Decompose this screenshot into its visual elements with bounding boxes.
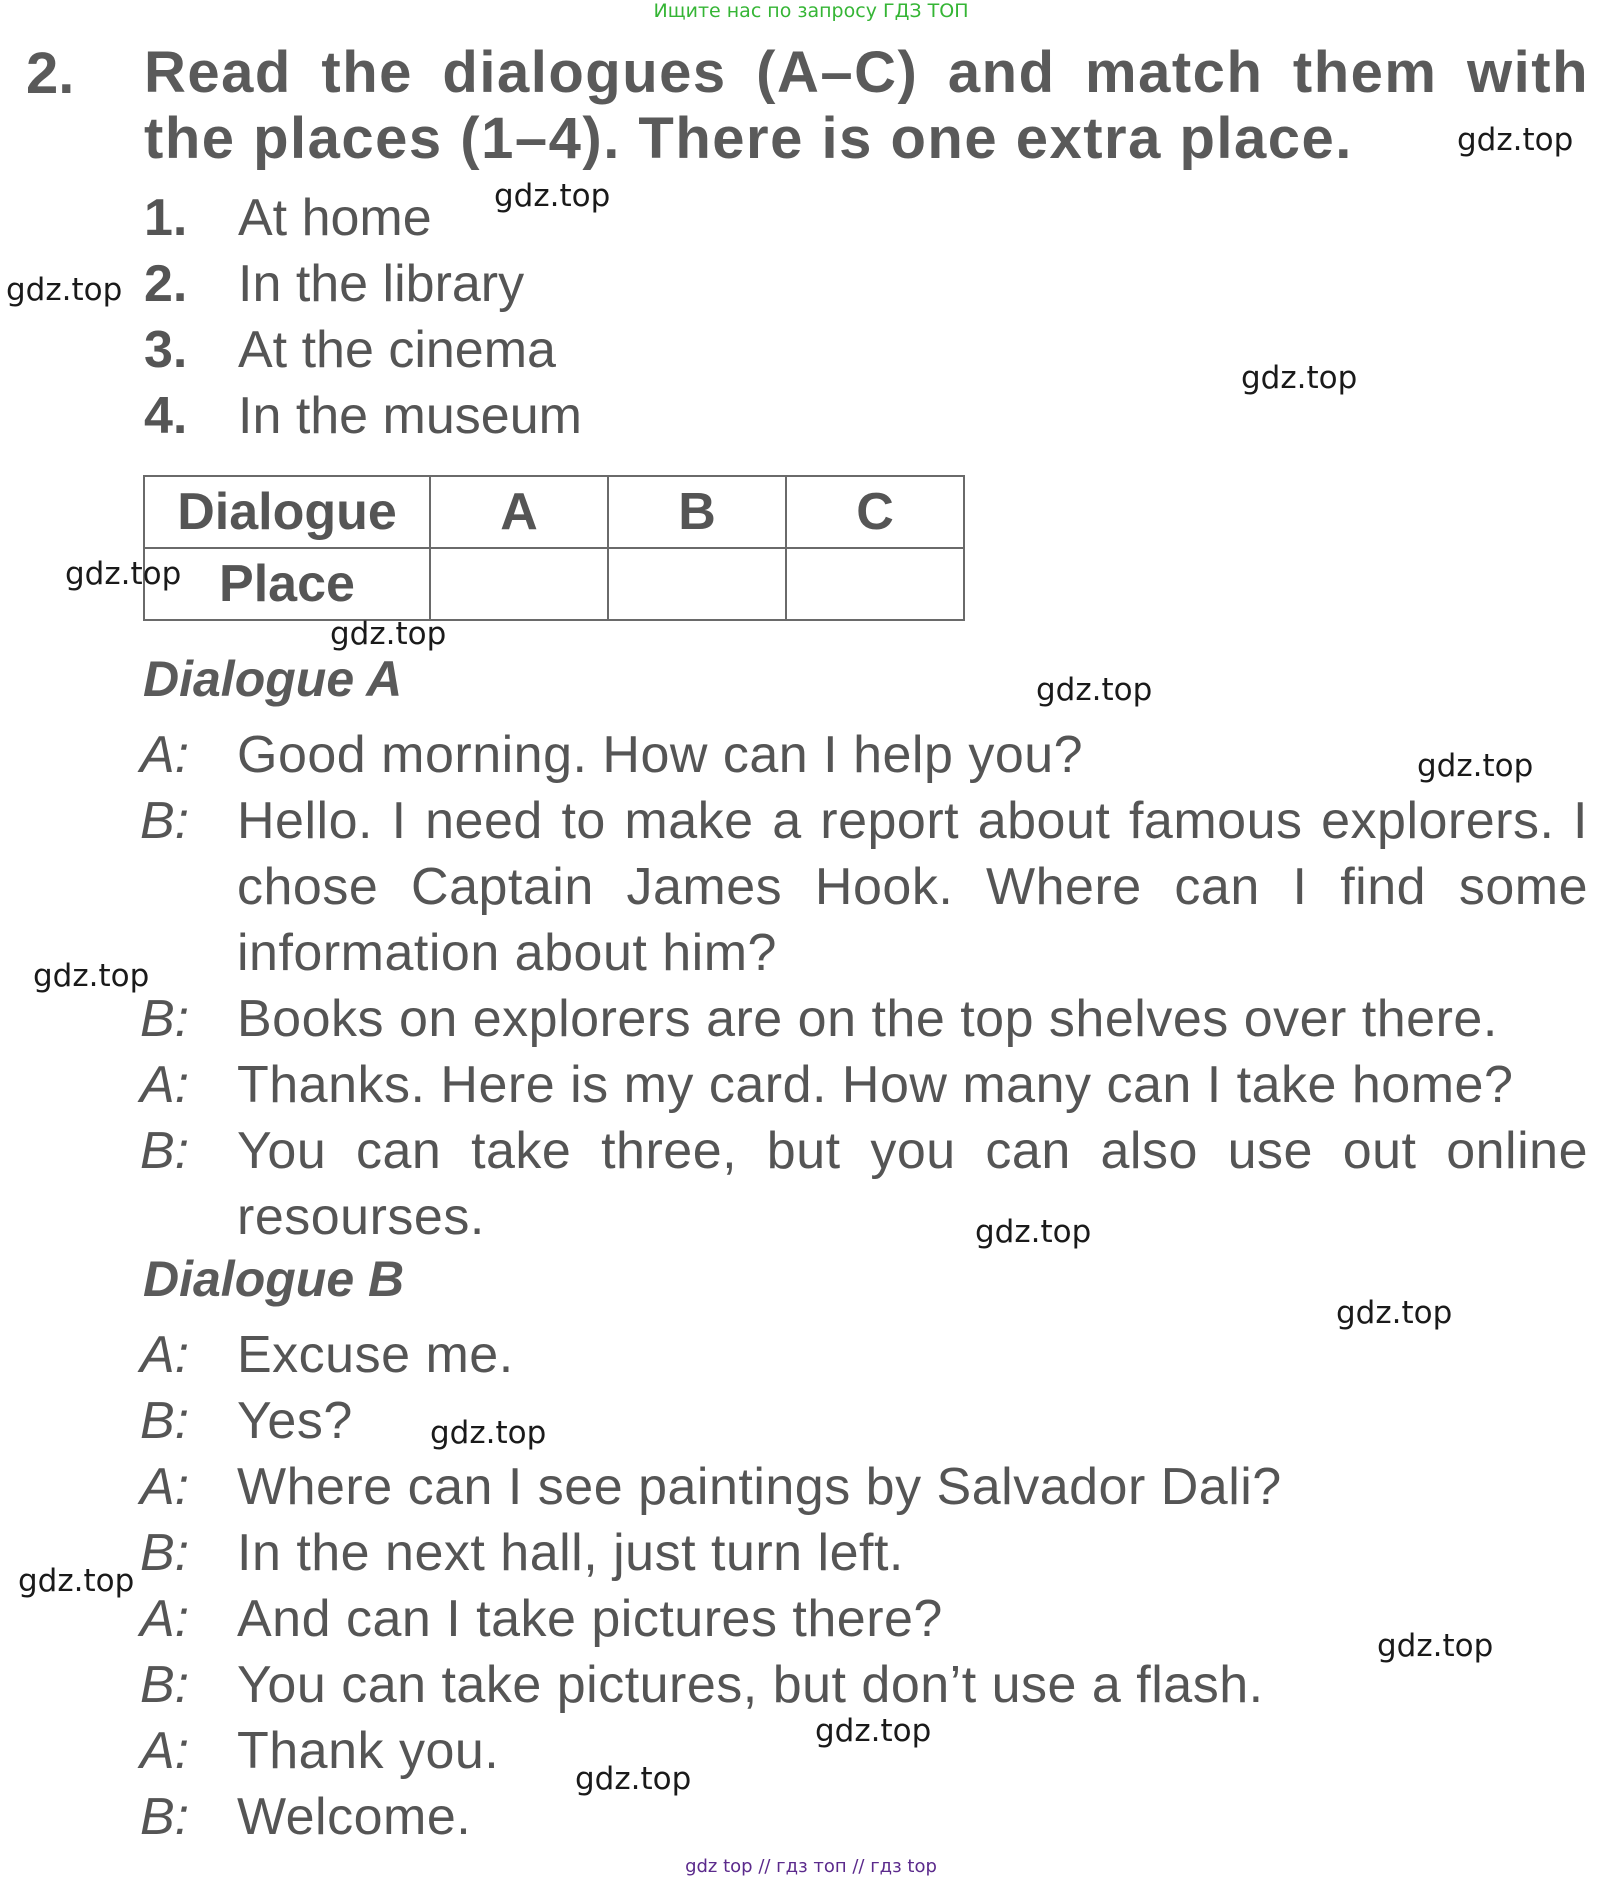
- table-column-a: A: [430, 476, 608, 548]
- place-item: [144, 320, 582, 386]
- speaker: B:: [140, 990, 190, 1048]
- places-list: [144, 188, 582, 452]
- line-text: You can take three, but you can also use out online resourses.: [237, 1122, 1588, 1246]
- speaker: A:: [140, 1326, 190, 1384]
- answer-cell-c[interactable]: [786, 548, 964, 620]
- line-text: Yes?: [237, 1392, 353, 1450]
- table-row-place: [144, 548, 964, 620]
- watermark: gdz.top: [815, 1713, 932, 1749]
- dialogue-line: [140, 1586, 1588, 1652]
- place-text: In the library: [238, 255, 525, 313]
- watermark: gdz.top: [494, 178, 611, 214]
- table-header-dialogue: Dialogue: [144, 476, 430, 548]
- answer-cell-b[interactable]: [608, 548, 786, 620]
- table-header-place: Place: [144, 548, 430, 620]
- place-number: 1.: [144, 189, 188, 247]
- top-search-hint[interactable]: Ищите нас по запросу ГДЗ ТОП: [653, 0, 969, 22]
- dialogue-b: [140, 1322, 1588, 1850]
- watermark: gdz.top: [1241, 360, 1358, 396]
- speaker: A:: [140, 1458, 190, 1516]
- watermark: gdz.top: [6, 272, 123, 308]
- line-text: Where can I see paintings by Salvador Dali?: [237, 1458, 1282, 1516]
- line-text: In the next hall, just turn left.: [237, 1524, 904, 1582]
- watermark: gdz.top: [575, 1761, 692, 1797]
- dialogue-line: [140, 788, 1588, 986]
- place-number: 4.: [144, 387, 188, 445]
- dialogue-a: [140, 722, 1588, 1250]
- answer-cell-a[interactable]: [430, 548, 608, 620]
- place-text: In the museum: [238, 387, 582, 445]
- speaker: A:: [140, 1056, 190, 1114]
- line-text: Hello. I need to make a report about famous explorers. I chose Captain James Hook. Where can I find some information about him?: [237, 792, 1588, 982]
- watermark: gdz.top: [18, 1563, 135, 1599]
- speaker: B:: [140, 1656, 190, 1714]
- speaker: B:: [140, 1788, 190, 1846]
- place-text: At the cinema: [238, 321, 556, 379]
- line-text: Thanks. Here is my card. How many can I take home?: [237, 1056, 1514, 1114]
- place-text: At home: [238, 189, 432, 247]
- watermark: gdz.top: [975, 1214, 1092, 1250]
- dialogue-line: [140, 986, 1588, 1052]
- dialogue-a-heading: Dialogue A: [143, 651, 403, 707]
- watermark: gdz.top: [1417, 748, 1534, 784]
- watermark: gdz.top: [33, 958, 150, 994]
- dialogue-line: [140, 1388, 1588, 1454]
- speaker: B:: [140, 792, 190, 850]
- place-item: [144, 386, 582, 452]
- watermark: gdz.top: [430, 1415, 547, 1451]
- line-text: And can I take pictures there?: [237, 1590, 943, 1648]
- line-text: Excuse me.: [237, 1326, 514, 1384]
- line-text: You can take pictures, but don’t use a flash.: [237, 1656, 1264, 1714]
- place-number: 3.: [144, 321, 188, 379]
- dialogue-line: [140, 1322, 1588, 1388]
- dialogue-line: [140, 722, 1588, 788]
- line-text: Books on explorers are on the top shelves over there.: [237, 990, 1498, 1048]
- speaker: A:: [140, 726, 190, 784]
- dialogue-line: [140, 1118, 1588, 1250]
- exercise-instruction: Read the dialogues (A–C) and match them with the places (1–4). There is one extra place.: [144, 40, 1589, 171]
- place-number: 2.: [144, 255, 188, 313]
- speaker: A:: [140, 1590, 190, 1648]
- watermark: gdz.top: [330, 616, 447, 652]
- dialogue-line: [140, 1454, 1588, 1520]
- dialogue-line: [140, 1652, 1588, 1718]
- dialogue-b-heading: Dialogue B: [143, 1251, 405, 1307]
- bottom-site-links[interactable]: gdz top // гдз топ // гдз top: [685, 1856, 937, 1877]
- dialogue-line: [140, 1052, 1588, 1118]
- line-text: Welcome.: [237, 1788, 472, 1846]
- line-text: Thank you.: [237, 1722, 500, 1780]
- speaker: B:: [140, 1122, 190, 1180]
- watermark: gdz.top: [1457, 122, 1574, 158]
- watermark: gdz.top: [1336, 1295, 1453, 1331]
- speaker: B:: [140, 1392, 190, 1450]
- dialogue-line: [140, 1784, 1588, 1850]
- table-column-b: B: [608, 476, 786, 548]
- table-row-dialogue: [144, 476, 964, 548]
- place-item: [144, 254, 582, 320]
- dialogue-line: [140, 1520, 1588, 1586]
- speaker: A:: [140, 1722, 190, 1780]
- watermark: gdz.top: [1377, 1628, 1494, 1664]
- exercise-number: 2.: [26, 41, 75, 106]
- answer-table: [143, 475, 965, 621]
- table-column-c: C: [786, 476, 964, 548]
- line-text: Good morning. How can I help you?: [237, 726, 1084, 784]
- speaker: B:: [140, 1524, 190, 1582]
- watermark: gdz.top: [1036, 672, 1153, 708]
- watermark: gdz.top: [65, 556, 182, 592]
